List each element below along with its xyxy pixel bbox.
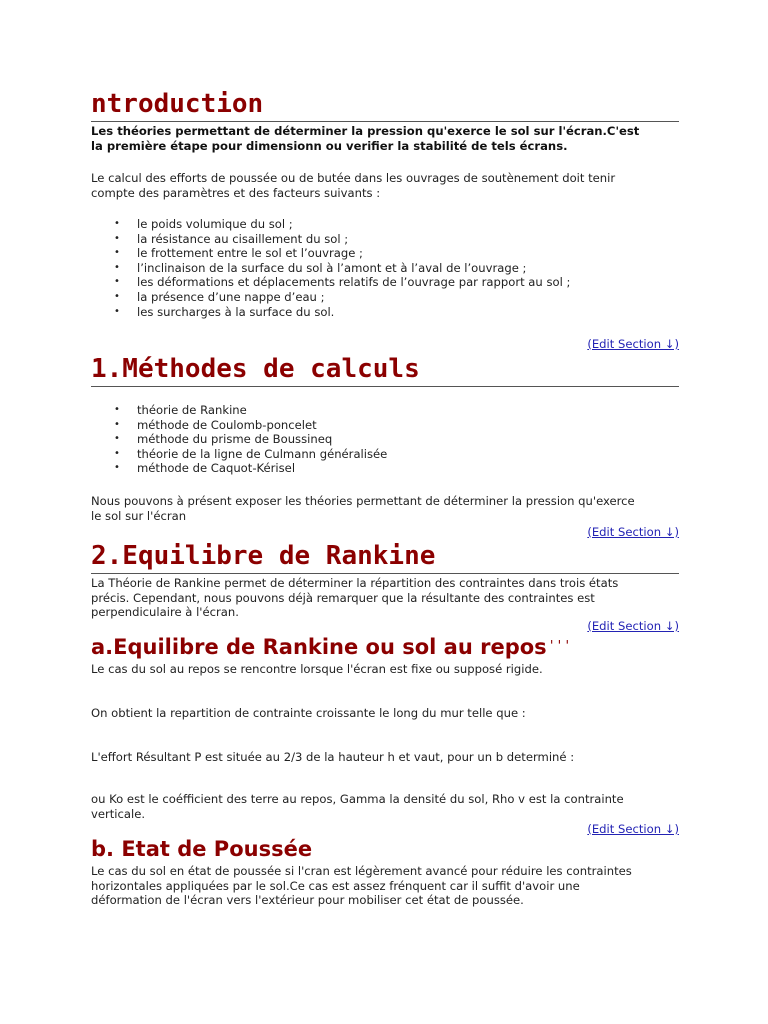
list-item: • les déformations et déplacements relatifs de l’ouvrage par rapport au sol ; <box>137 275 679 290</box>
list-item: • l’inclinaison de la surface du sol à l’amont et à l’aval de l’ouvrage ; <box>137 261 679 276</box>
repos-paragraph-1: Le cas du sol au repos se rencontre lorsque l'écran est fixe ou supposé rigide. <box>91 662 543 676</box>
list-item: • méthode de Caquot-Kérisel <box>137 461 679 476</box>
repos-heading-text: a.Equilibre de Rankine ou sol au repos <box>91 635 547 659</box>
edit-section-methodes <box>91 525 679 539</box>
edit-section-link[interactable]: (Edit Section ↓) <box>587 619 679 633</box>
factors-list <box>91 217 679 319</box>
rankine-paragraph-line-2: précis. Cependant, nous pouvons déjà remarquer que la résultante des contraintes est <box>91 590 595 605</box>
repos-paragraph-2: On obtient la repartition de contrainte croissante le long du mur telle que : <box>91 706 526 720</box>
poussee-paragraph-line-1: Le cas du sol en état de poussée si l'cran est légèrement avancé pour réduire les contraintes <box>91 864 632 878</box>
methodes-paragraph-line-2: le sol sur l'écran <box>91 508 187 523</box>
list-item: • théorie de la ligne de Culmann généralisée <box>137 447 679 462</box>
list-item: • la résistance au cisaillement du sol ; <box>137 232 679 247</box>
intro-paragraph-line-2: compte des paramètres et des facteurs suivants : <box>91 185 381 200</box>
poussee-paragraph-line-3: déformation de l'écran vers l'extérieur pour mobiliser cet état de poussée. <box>91 893 524 908</box>
introduction-lead <box>91 124 679 153</box>
methodes-list <box>91 403 679 476</box>
edit-section-link[interactable]: (Edit Section ↓) <box>587 337 679 351</box>
list-item: • méthode de Coulomb-poncelet <box>137 418 679 433</box>
intro-paragraph-line-1: Le calcul des efforts de poussée ou de butée dans les ouvrages de soutènement doit tenir <box>91 171 616 185</box>
list-item: • le frottement entre le sol et l’ouvrage ; <box>137 246 679 261</box>
methodes-paragraph-line-1: Nous pouvons à présent exposer les théories permettant de déterminer la pression qu'exerce <box>91 494 635 508</box>
list-item: • méthode du prisme de Boussineq <box>137 432 679 447</box>
edit-section-rankine <box>91 619 679 633</box>
poussee-heading: b. Etat de Poussée <box>91 837 313 861</box>
repos-paragraph-4-line-2: verticale. <box>91 806 146 821</box>
rankine-paragraph-line-3: perpendiculaire à l'écran. <box>91 605 239 620</box>
rankine-paragraph-line-1: La Théorie de Rankine permet de déterminer la répartition des contraintes dans trois états <box>91 576 619 590</box>
introduction-paragraph <box>91 171 679 200</box>
methodes-paragraph <box>91 494 679 523</box>
list-item: • le poids volumique du sol ; <box>137 217 679 232</box>
repos-paragraph-4-line-1: ou Ko est le coéfficient des terre au repos, Gamma la densité du sol, Rho v est la contrainte <box>91 792 624 806</box>
poussee-paragraph-line-2: horizontales appliquées par le sol.Ce cas est assez frénquent car il suffit d'avoir une <box>91 878 580 893</box>
list-item: • la présence d’une nappe d’eau ; <box>137 290 679 305</box>
lead-line-2: la première étape pour dimensionn ou verifier la stabilité de tels écrans. <box>91 138 568 153</box>
lead-line-1: Les théories permettant de déterminer la pression qu'exerce le sol sur l'écran.C'est <box>91 124 640 138</box>
rankine-heading: 2.Equilibre de Rankine <box>91 540 679 574</box>
repos-paragraph-3: L'effort Résultant P est située au 2/3 de la hauteur h et vaut, pour un b determiné : <box>91 750 575 764</box>
list-item: • les surcharges à la surface du sol. <box>137 305 679 320</box>
list-item: • théorie de Rankine <box>137 403 679 418</box>
edit-section-link[interactable]: (Edit Section ↓) <box>587 525 679 539</box>
edit-section-link[interactable]: (Edit Section ↓) <box>587 822 679 836</box>
rankine-paragraph <box>91 576 679 620</box>
edit-section-intro <box>91 337 679 351</box>
repos-heading <box>91 634 679 660</box>
introduction-heading: ntroduction <box>91 88 679 122</box>
poussee-paragraph <box>91 864 679 908</box>
repos-paragraph-4 <box>91 792 679 821</box>
repos-heading-marks: ''' <box>547 639 572 654</box>
edit-section-repos <box>91 822 679 836</box>
methodes-heading: 1.Méthodes de calculs <box>91 353 679 387</box>
